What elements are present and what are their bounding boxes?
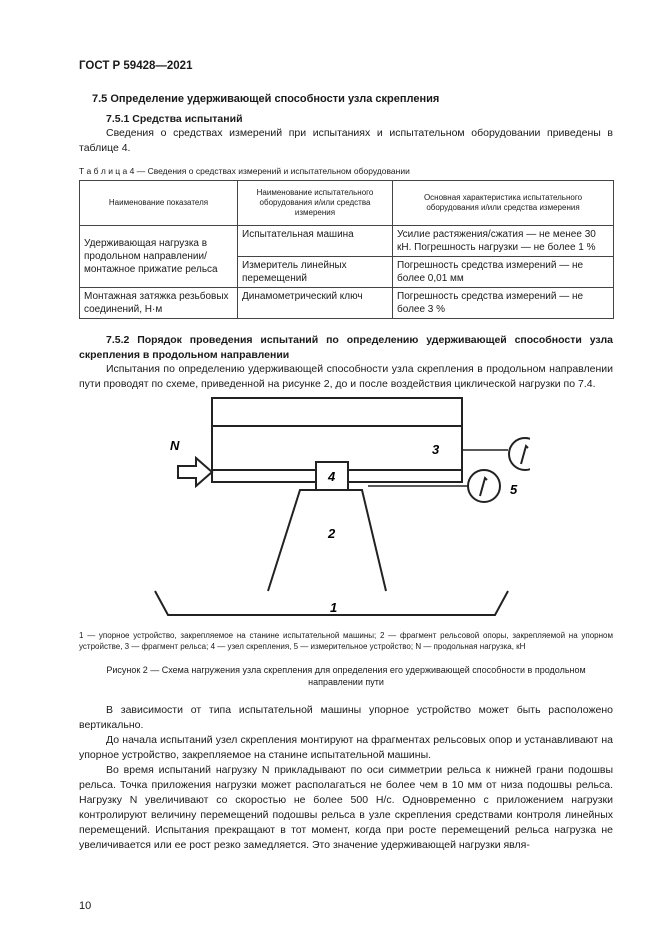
rail-support-shape	[268, 490, 386, 591]
section-title: 7.5 Определение удерживающей способности узла скрепления	[92, 93, 440, 105]
load-arrow-icon	[178, 458, 212, 486]
body-paragraph-1: В зависимости от типа испытательной машины упорное устройство может быть расположено вертикально.	[79, 704, 613, 731]
table-cell: Измеритель линейных перемещений	[238, 257, 393, 288]
loading-scheme-figure	[150, 390, 530, 620]
table-cell: Погрешность средства измерений — не более 3 %	[393, 288, 614, 319]
subsection-title-7-5-1: 7.5.1 Средства испытаний	[106, 113, 243, 125]
table-cell: Удерживающая нагрузка в продольном направлении/монтажное прижатие рельса	[80, 226, 238, 288]
label-5: 5	[510, 482, 518, 497]
figure-caption: Рисунок 2 — Схема нагружения узла скрепления для определения его удерживающей способности в продольном направлении пути	[106, 665, 586, 687]
table-header-cell: Наименование показателя	[80, 181, 238, 226]
table-cell: Усилие растяжения/сжатия — не менее 30 кН. Погрешность нагрузки — не более 1 %	[393, 226, 614, 257]
subsection-text-7-5-1: Сведения о средствах измерений при испытаниях и испытательном оборудовании приведены в таблице 4.	[79, 127, 613, 154]
table-header-cell: Основная характеристика испытательного оборудования и/или средства измерения	[393, 181, 614, 226]
table-cell: Монтажная затяжка резьбовых соединений, Н·м	[80, 288, 238, 319]
standard-header: ГОСТ Р 59428—2021	[79, 60, 193, 72]
label-n: N	[170, 438, 180, 453]
figure-legend: 1 — упорное устройство, закрепляемое на станине испытательной машины; 2 — фрагмент рельсовой опоры, закрепляемой на упорном устройстве, 3 — фрагмент рельса; 4 — узел скрепления, 5 — измерительное устройство; N — продольная нагрузка, кН	[79, 631, 613, 651]
label-1: 1	[330, 600, 338, 615]
subsection-title-7-5-2: 7.5.2 Порядок проведения испытаний по определению удерживающей способности узла скрепления в продольном направлении	[79, 334, 613, 361]
gauge-upper-icon	[509, 438, 530, 470]
table-cell: Погрешность средства измерений — не более 0,01 мм	[393, 257, 614, 288]
subsection-text-7-5-2: Испытания по определению удерживающей способности узла скрепления в продольном направлении пути проводят по схеме, приведенной на рисунке 2, до и после воздействия циклической нагрузки по 7.4.	[79, 363, 613, 390]
page-number: 10	[79, 900, 92, 912]
body-paragraph-3: Во время испытаний нагрузку N прикладывают по оси симметрии рельса к нижней грани подошвы рельса. Точка приложения нагрузки может располагаться не более чем в 10 мм от низа подошвы рельса. Нагрузку N увеличивают со скоростью не более 500 Н/с. Одновременно с приложением нагрузки контролируют величину перемещений подошвы рельса в узле скрепления средствами контроля линейных перемещений. Испытания прекращают в тот момент, когда при росте перемещений рельса нагрузка не увеличивается или ее рост резко замедляется. Это значение удерживающей нагрузки явля-	[79, 764, 613, 851]
body-paragraph-2: До начала испытаний узел скрепления монтируют на фрагментах рельсовых опор и устанавливают на упорное устройство, закрепляемое на станине испытательной машины.	[79, 734, 613, 761]
table-cell: Испытательная машина	[238, 226, 393, 257]
equipment-table	[79, 180, 614, 319]
table-row	[80, 226, 614, 257]
table-cell: Динамометрический ключ	[238, 288, 393, 319]
label-4: 4	[328, 469, 336, 484]
table-header-cell: Наименование испытательного оборудования и/или средства измерения	[238, 181, 393, 226]
gauge-lower-icon	[468, 470, 500, 502]
label-3: 3	[432, 442, 440, 457]
table-row	[80, 288, 614, 319]
label-2: 2	[328, 526, 336, 541]
table-caption: Т а б л и ц а 4 — Сведения о средствах измерений и испытательном оборудовании	[79, 166, 410, 176]
table-header-row	[80, 181, 614, 226]
